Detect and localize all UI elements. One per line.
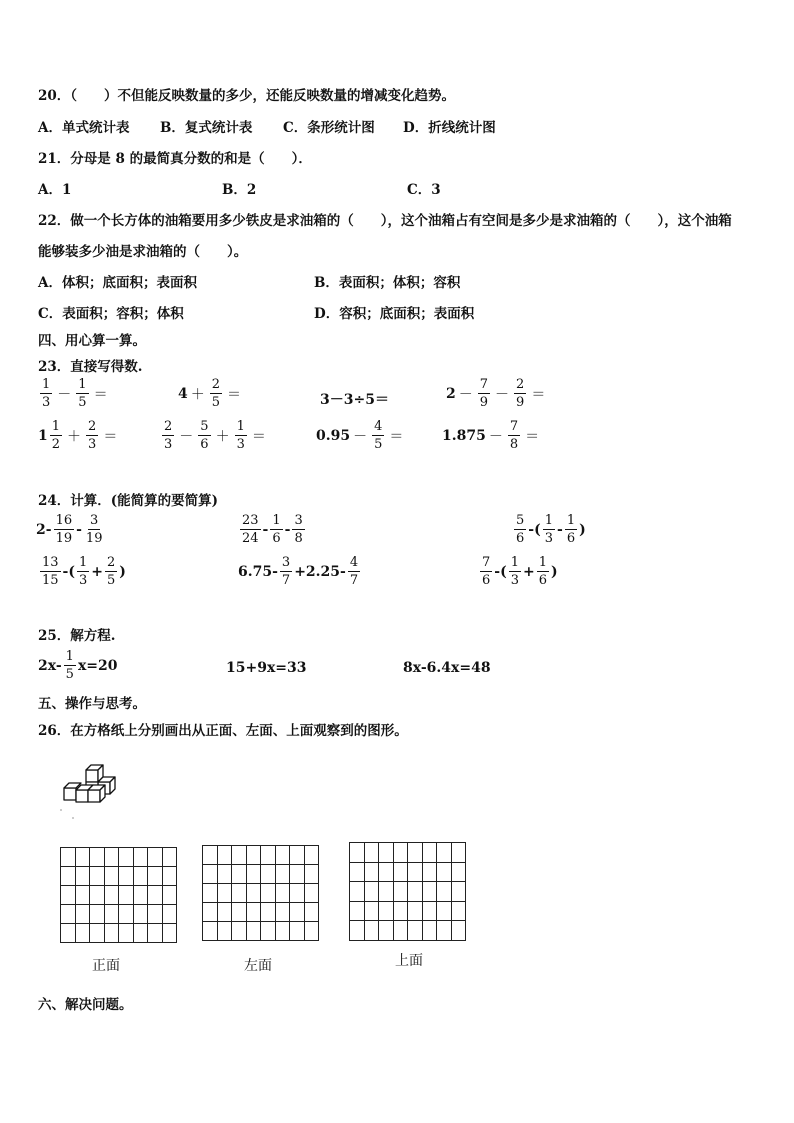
grid-cell[interactable] xyxy=(364,901,379,921)
grid-cell[interactable] xyxy=(119,867,134,886)
grid-cell[interactable] xyxy=(90,905,105,924)
grid-cell[interactable] xyxy=(290,922,305,941)
grid-cell[interactable] xyxy=(119,848,134,867)
grid-cell[interactable] xyxy=(148,848,163,867)
grid-cell[interactable] xyxy=(75,924,90,943)
q21-option-a: A．1 xyxy=(38,182,72,198)
grid-cell[interactable] xyxy=(203,922,218,941)
q20-option-c: C．条形统计图 xyxy=(283,120,375,136)
grid-cell[interactable] xyxy=(350,862,365,882)
q21-option-b: B．2 xyxy=(222,182,257,198)
grid-cell[interactable] xyxy=(304,903,319,922)
grid-cell[interactable] xyxy=(393,921,408,941)
grid-cell[interactable] xyxy=(304,884,319,903)
grid-cell[interactable] xyxy=(246,922,261,941)
grid-cell[interactable] xyxy=(422,901,437,921)
q24-expr-5: 6.75- $\frac{3}{7}$ +2.25- $\frac{4}{7}$ xyxy=(238,555,359,588)
grid-cell[interactable] xyxy=(275,922,290,941)
grid-cell[interactable] xyxy=(393,901,408,921)
grid-cell[interactable] xyxy=(393,862,408,882)
grid-cell[interactable] xyxy=(290,903,305,922)
q25-equation-3: 8x-6.4x=48 xyxy=(403,660,491,676)
grid-cell[interactable] xyxy=(232,922,247,941)
grid-cell[interactable] xyxy=(275,865,290,884)
grid-cell[interactable] xyxy=(451,882,466,902)
grid-cell[interactable] xyxy=(61,905,76,924)
grid-cell[interactable] xyxy=(232,903,247,922)
grid-cell[interactable] xyxy=(75,886,90,905)
grid-cell[interactable] xyxy=(162,924,177,943)
grid-cell[interactable] xyxy=(408,862,423,882)
grid-cell[interactable] xyxy=(451,862,466,882)
grid-cell[interactable] xyxy=(275,884,290,903)
grid-cell[interactable] xyxy=(261,846,276,865)
grid-left[interactable] xyxy=(202,845,319,941)
grid-cell[interactable] xyxy=(90,924,105,943)
grid-cell[interactable] xyxy=(133,924,148,943)
grid-cell[interactable] xyxy=(304,922,319,941)
grid-cell[interactable] xyxy=(422,862,437,882)
grid-cell[interactable] xyxy=(408,901,423,921)
grid-cell[interactable] xyxy=(246,903,261,922)
grid-cell[interactable] xyxy=(422,882,437,902)
q23-title: 23．直接写得数. xyxy=(38,359,143,375)
grid-cell[interactable] xyxy=(290,846,305,865)
grid-cell[interactable] xyxy=(90,848,105,867)
grid-cell[interactable] xyxy=(246,865,261,884)
grid-cell[interactable] xyxy=(162,886,177,905)
q20-option-a: A．单式统计表 xyxy=(38,120,130,136)
q22-line2: 能够装多少油是求油箱的（ ）。 xyxy=(38,244,248,260)
grid-cell[interactable] xyxy=(217,865,232,884)
grid-cell[interactable] xyxy=(133,886,148,905)
grid-cell[interactable] xyxy=(104,867,119,886)
q24-expr-6: $\frac{7}{6}$ -( $\frac{1}{3}$ + $\frac{1}{6}$ ) xyxy=(482,555,558,588)
grid-cell[interactable] xyxy=(61,867,76,886)
grid-cell[interactable] xyxy=(61,848,76,867)
q25-equation-1: 2x- $\frac{1}{5}$ x=20 xyxy=(38,649,118,682)
grid-cell[interactable] xyxy=(451,901,466,921)
q23-expr-5: 1 $\frac{1}{2}$ ＋ $\frac{2}{3}$ ＝ xyxy=(38,419,118,452)
grid-cell[interactable] xyxy=(203,903,218,922)
grid-cell[interactable] xyxy=(422,843,437,863)
grid-cell[interactable] xyxy=(379,901,394,921)
q23-expr-1: $\frac{1}{3}$ － $\frac{1}{5}$ ＝ xyxy=(42,377,108,410)
q24-expr-4: $\frac{13}{15}$ -( $\frac{1}{3}$ + $\frac{2}{5}$ ) xyxy=(42,555,126,588)
q24-title: 24．计算．(能简算的要简算) xyxy=(38,493,219,509)
section4-heading: 四、用心算一算。 xyxy=(38,333,146,349)
grid-cell[interactable] xyxy=(148,886,163,905)
grid-cell[interactable] xyxy=(437,843,452,863)
grid-cell[interactable] xyxy=(148,924,163,943)
grid-cell[interactable] xyxy=(451,843,466,863)
grid-cell[interactable] xyxy=(408,843,423,863)
grid-cell[interactable] xyxy=(261,865,276,884)
q24-expr-1: 2- $\frac{16}{19}$ - $\frac{3}{19}$ xyxy=(36,513,103,546)
grid-cell[interactable] xyxy=(364,921,379,941)
grid-cell[interactable] xyxy=(203,884,218,903)
q26-title: 26．在方格纸上分别画出从正面、左面、上面观察到的图形。 xyxy=(38,723,408,739)
grid-cell[interactable] xyxy=(217,922,232,941)
grid-front[interactable] xyxy=(60,847,177,943)
grid-cell[interactable] xyxy=(217,884,232,903)
grid-cell[interactable] xyxy=(304,846,319,865)
grid-cell[interactable] xyxy=(246,846,261,865)
grid-cell[interactable] xyxy=(261,922,276,941)
grid-cell[interactable] xyxy=(437,901,452,921)
grid-cell[interactable] xyxy=(261,884,276,903)
grid-cell[interactable] xyxy=(364,882,379,902)
q22-option-a: A．体积；底面积；表面积 xyxy=(38,275,197,291)
grid-cell[interactable] xyxy=(203,846,218,865)
grid-cell[interactable] xyxy=(290,884,305,903)
q23-expr-7: 0.95 － $\frac{4}{5}$ ＝ xyxy=(316,419,404,452)
grid-cell[interactable] xyxy=(422,921,437,941)
grid-cell[interactable] xyxy=(232,846,247,865)
grid-cell[interactable] xyxy=(350,843,365,863)
section6-heading: 六、解决问题。 xyxy=(38,997,133,1013)
grid-cell[interactable] xyxy=(350,882,365,902)
q22-option-c: C．表面积；容积；体积 xyxy=(38,306,184,322)
q20-option-b: B．复式统计表 xyxy=(160,120,253,136)
q25-title: 25．解方程. xyxy=(38,628,116,644)
q22-option-b: B．表面积；体积；容积 xyxy=(314,275,461,291)
grid-cell[interactable] xyxy=(232,884,247,903)
grid-cell[interactable] xyxy=(217,903,232,922)
cubes-figure xyxy=(58,762,128,822)
grid-cell[interactable] xyxy=(90,867,105,886)
grid-cell[interactable] xyxy=(119,886,134,905)
grid-cell[interactable] xyxy=(437,882,452,902)
grid-cell[interactable] xyxy=(437,862,452,882)
grid-cell[interactable] xyxy=(350,921,365,941)
grid-cell[interactable] xyxy=(119,905,134,924)
q24-expr-2: $\frac{23}{24}$ - $\frac{1}{6}$ - $\frac{3}{8}$ xyxy=(242,513,303,546)
grid-cell[interactable] xyxy=(437,921,452,941)
label-left: 左面 xyxy=(244,958,272,974)
q23-expr-3: 3－3÷5＝ xyxy=(320,392,389,408)
grid-cell[interactable] xyxy=(451,921,466,941)
grid-cell[interactable] xyxy=(232,865,247,884)
q25-equation-2: 15+9x=33 xyxy=(226,660,307,676)
grid-cell[interactable] xyxy=(393,843,408,863)
grid-cell[interactable] xyxy=(133,848,148,867)
q22-line1: 22．做一个长方体的油箱要用多少铁皮是求油箱的（ ），这个油箱占有空间是多少是求油箱的（ ），这个油箱 xyxy=(38,213,732,229)
grid-cell[interactable] xyxy=(393,882,408,902)
q21-text: 21．分母是 8 的最简真分数的和是（ ）． xyxy=(38,151,312,167)
grid-cell[interactable] xyxy=(133,905,148,924)
grid-cell[interactable] xyxy=(162,867,177,886)
q21-option-c: C．3 xyxy=(407,182,441,198)
grid-cell[interactable] xyxy=(408,921,423,941)
grid-cell[interactable] xyxy=(104,886,119,905)
q24-expr-3: $\frac{5}{6}$ -( $\frac{1}{3}$ - $\frac{1}{6}$ ) xyxy=(516,513,586,546)
grid-cell[interactable] xyxy=(75,905,90,924)
grid-cell[interactable] xyxy=(203,865,218,884)
grid-cell[interactable] xyxy=(275,846,290,865)
q23-expr-4: 2 － $\frac{7}{9}$ － $\frac{2}{9}$ ＝ xyxy=(446,377,546,410)
grid-cell[interactable] xyxy=(304,865,319,884)
grid-cell[interactable] xyxy=(379,862,394,882)
q23-expr-8: 1.875 － $\frac{7}{8}$ ＝ xyxy=(442,419,540,452)
grid-cell[interactable] xyxy=(61,924,76,943)
grid-top[interactable] xyxy=(349,842,466,941)
q22-option-d: D．容积；底面积；表面积 xyxy=(314,306,475,322)
grid-cell[interactable] xyxy=(408,882,423,902)
grid-cell[interactable] xyxy=(379,921,394,941)
grid-cell[interactable] xyxy=(148,867,163,886)
label-front: 正面 xyxy=(92,958,120,974)
grid-cell[interactable] xyxy=(90,886,105,905)
grid-cell[interactable] xyxy=(364,862,379,882)
grid-cell[interactable] xyxy=(104,905,119,924)
grid-cell[interactable] xyxy=(75,848,90,867)
q20-option-d: D．折线统计图 xyxy=(403,120,496,136)
grid-cell[interactable] xyxy=(162,848,177,867)
section5-heading: 五、操作与思考。 xyxy=(38,696,146,712)
grid-cell[interactable] xyxy=(379,882,394,902)
grid-cell[interactable] xyxy=(148,905,163,924)
grid-cell[interactable] xyxy=(350,901,365,921)
grid-cell[interactable] xyxy=(246,884,261,903)
grid-cell[interactable] xyxy=(133,867,148,886)
q23-expr-6: $\frac{2}{3}$ － $\frac{5}{6}$ ＋ $\frac{1}{3}$ ＝ xyxy=(164,419,266,452)
q20-text: 20．（ ）不但能反映数量的多少，还能反映数量的增减变化趋势。 xyxy=(38,88,456,104)
grid-cell[interactable] xyxy=(119,924,134,943)
grid-cell[interactable] xyxy=(261,903,276,922)
grid-cell[interactable] xyxy=(162,905,177,924)
grid-cell[interactable] xyxy=(275,903,290,922)
grid-cell[interactable] xyxy=(75,867,90,886)
grid-cell[interactable] xyxy=(61,886,76,905)
grid-cell[interactable] xyxy=(104,924,119,943)
grid-cell[interactable] xyxy=(364,843,379,863)
q23-expr-2: 4 ＋ $\frac{2}{5}$ ＝ xyxy=(178,377,242,410)
grid-cell[interactable] xyxy=(379,843,394,863)
grid-cell[interactable] xyxy=(217,846,232,865)
grid-cell[interactable] xyxy=(290,865,305,884)
grid-cell[interactable] xyxy=(104,848,119,867)
label-top: 上面 xyxy=(395,953,423,969)
